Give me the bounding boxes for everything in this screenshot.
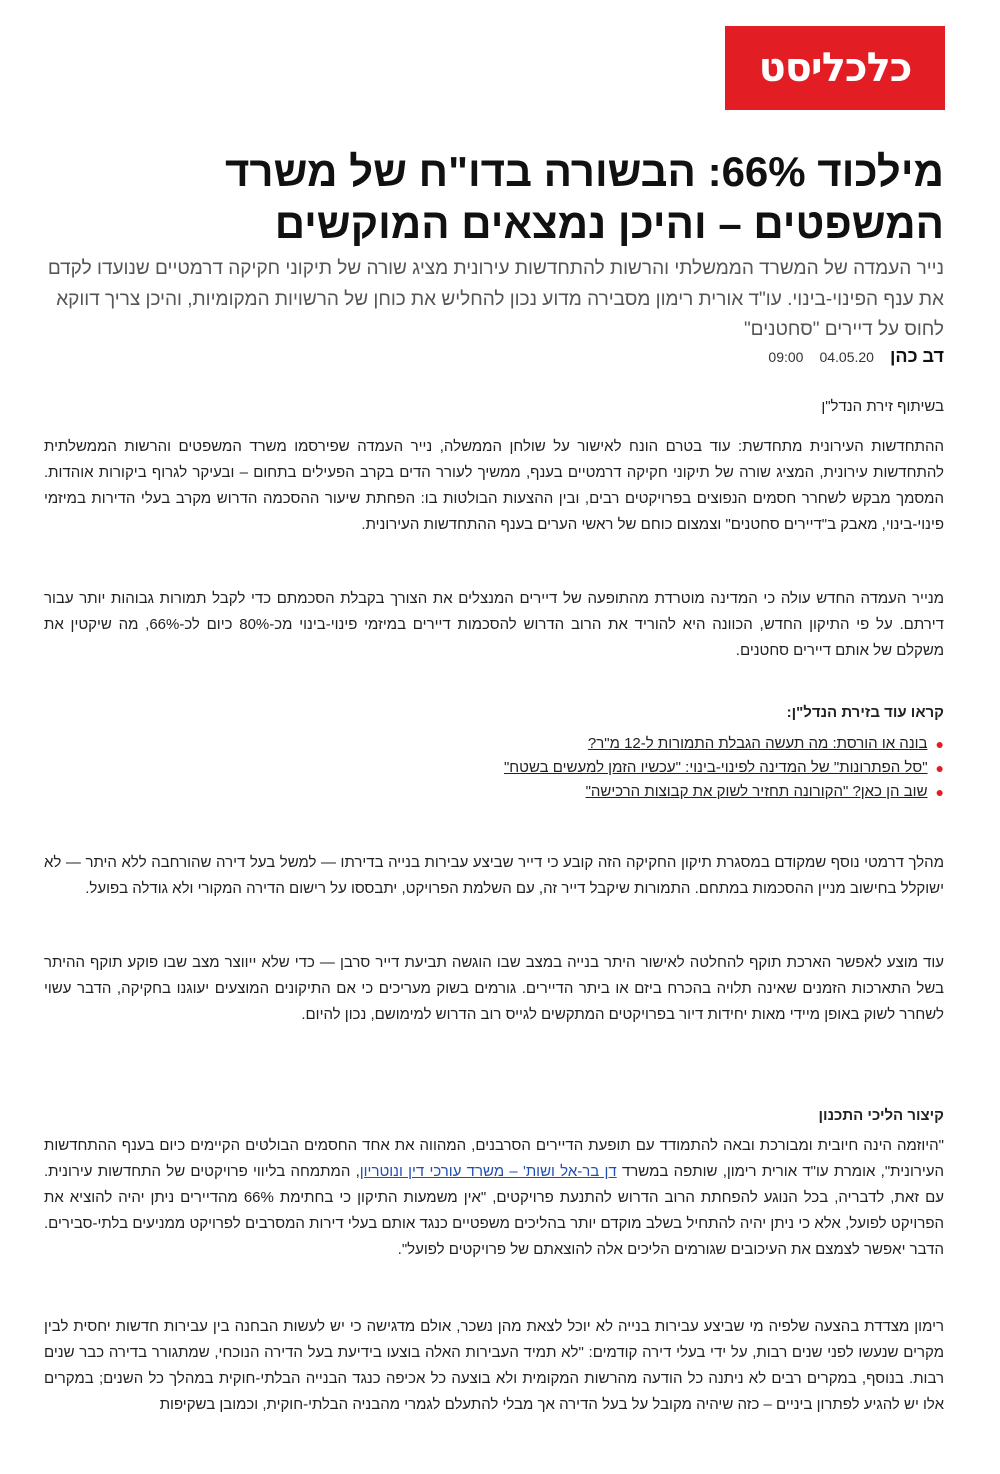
publish-date: 04.05.20 bbox=[819, 349, 874, 365]
article-subtitle: נייר העמדה של המשרד הממשלתי והרשות להתחדשות עירונית מציג שורה של תיקוני חקיקה דרמטיים שנועדו לקדם את ענף הפינוי-בינוי. עו"ד אורית רימון מסבירה מדוע נכון להחליש את כוחן של הרשויות המקומיות, והיכן צריך דווקא לחוס על דיירים "סחטנים" bbox=[47, 258, 944, 340]
read-more-list bbox=[504, 732, 944, 804]
article-headline: מילכוד 66%: הבשורה בדו"ח של משרד המשפטים – והיכן נמצאים המוקשים bbox=[224, 148, 944, 247]
bullet-icon: ● bbox=[935, 736, 944, 752]
read-more-title: קראו עוד בזירת הנדל"ן: bbox=[786, 704, 944, 721]
paragraph-5-part-1: "היוזמה הינה חיובית ומבורכת ובאה להתמודד עם תופעת הדיירים הסרבנים, המהווה את אחד החסמים הבולטים הקיימים כיום בענף ההתחדשות העירונית", אומרת עו"ד אורית רימון, שותפה במשרד bbox=[44, 1137, 944, 1180]
paragraph-4: עוד מוצע לאפשר הארכת תוקף להחלטה לאישור היתר בנייה במצב שבו הוגשה תביעת דייר סרבן — כדי שלא ייווצר מצב שבו פוקע תוקף ההיתר בשל התארכות הזמנים שאינה תלויה בהכרח ביזם או ביתר הדיירים. גורמים בשוק מעריכים כי אם התיקונים המוצעים יעוגנו בחקיקה, הדבר עשוי לשחרר לשוק באופן מיידי מאות יחידות דיור בפרויקטים המתקשים לגייס רוב הדרוש למימושם, נכון להיום. bbox=[44, 954, 944, 1023]
paragraph-5-part-2: , המתמחה בליווי פרויקטים של התחדשות עירונית. עם זאת, לדבריה, בכל הנוגע להפחתת הרוב הדרוש להתנעת פרויקטים, "אין משמעות התיקון כי בחתימת 66% מהדיירים ניתן יהיה להוציא את הפרויקט לפועל, אלא כי ניתן יהיה להתחיל בשלב מוקדם יותר בהליכים משפטיים כנגד אותם בעלי דירות המסרבים לפרויקט ממניעים בלתי-סבירים. הדבר יאפשר לצמצם את העיכובים שגורמים הליכים אלה להוצאתם של פרויקטים לפועל". bbox=[44, 1163, 944, 1258]
byline bbox=[768, 346, 944, 367]
list-item bbox=[504, 756, 944, 780]
paragraph-6: רימון מצדדת בהצעה שלפיה מי שביצע עבירות בנייה לא יוכל לצאת מהן נשכר, אולם מדגישה כי יש לעשות הבחנה בין עבירות חדשות יחסית לבין מקרים שנעשו לפני שנים רבות, על ידי בעלי דירה קודמים: "לא תמיד העבירות האלה בוצעו בידיעת בעל הדירה הנוכחי, שמתגורר בדירה כבר שנים רבות. בנוסף, במקרים רבים לא ניתנה כל הודעה מהרשות המקומית ולא בוצעה כל אכיפה כנגד הבנייה הבלתי-חוקית במהלך כל השנים; במקרים אלו יש להגיע לפתרון ביניים – כזה שיהיה מקובל על בעל הדירה אך מבלי להתעלם לגמרי מהבניה הבלתי-חוקית, וכמובן בשקיפות bbox=[44, 1318, 944, 1413]
section-heading: קיצור הליכי התכנון bbox=[818, 1107, 944, 1124]
read-more-link-3[interactable]: שוב הן כאן? "הקורונה תחזיר לשוק את קבוצות הרכישה" bbox=[585, 783, 928, 800]
paragraph-3: מהלך דרמטי נוסף שמקודם במסגרת תיקון החקיקה הזה קובע כי דייר שביצע עבירות בנייה בדירתו — למשל בעל דירה שהורחבה ללא היתר — לא ישוקלל בחישוב מניין ההסכמות במתחם. התמורות שיקבל דייר זה, עם השלמת הפרויקט, יתבססו על רישום הדירה המקורי ולא גודלה בפועל. bbox=[44, 854, 944, 897]
list-item bbox=[504, 780, 944, 804]
read-more-link-2[interactable]: "סל הפתרונות" של המדינה לפינוי-בינוי: "עכשיו הזמן למעשים בשטח" bbox=[503, 759, 928, 776]
read-more-link-1[interactable]: בונה או הורסת: מה תעשה הגבלת התמורות ל-12 מ"ר? bbox=[587, 735, 928, 752]
calcalist-logo[interactable] bbox=[725, 26, 945, 110]
paragraph-2: מנייר העמדה החדש עולה כי המדינה מוטרדת מהתופעה של דיירים המנצלים את הצורך בקבלת הסכמתם כדי לקבל תמורות גבוהות יותר עבור דירתם. על פי התיקון החדש, הכוונה היא להוריד את הרוב הדרוש להסכמות דיירים במיזמי פינוי-בינוי מכ-80% כיום לכ-66%, מה שיקטין את משקלם של אותם דיירים סחטנים. bbox=[44, 590, 944, 659]
paragraph-5 bbox=[44, 1133, 944, 1263]
list-item bbox=[504, 732, 944, 756]
law-firm-link[interactable]: דן בר-אל ושות' – משרד עורכי דין ונוטריון bbox=[359, 1163, 617, 1180]
bullet-icon: ● bbox=[935, 760, 944, 776]
logo-text: כלכליסט bbox=[758, 45, 912, 91]
paragraph-1: ההתחדשות העירונית מתחדשת: עוד בטרם הונח לאישור על שולחן הממשלה, נייר העמדה שפירסמו משרד המשפטים והרשות הממשלתית להתחדשות עירונית, המציג שורה של תיקוני חקיקה דרמטיים בענף, ממשיך לעורר הדים בקרב הפעילים בתחום – ובעיקר לגרוף ביקורות אוהדות. המסמך מבקש לשחרר חסמים הנפוצים בפרויקטים רבים, ובין ההצעות הבולטות בו: הפחתת שיעור ההסכמה הדרוש מקרב בעלי הדירות במיזמי פינוי-בינוי, מאבק ב"דיירים סחטנים" וצמצום כוחם של ראשי הערים בענף ההתחדשות העירונית. bbox=[44, 438, 944, 533]
author-name[interactable]: דב כהן bbox=[889, 346, 944, 366]
publish-time: 09:00 bbox=[768, 349, 804, 365]
partner-credit: בשיתוף זירת הנדל"ן bbox=[821, 398, 944, 415]
bullet-icon: ● bbox=[935, 784, 944, 800]
